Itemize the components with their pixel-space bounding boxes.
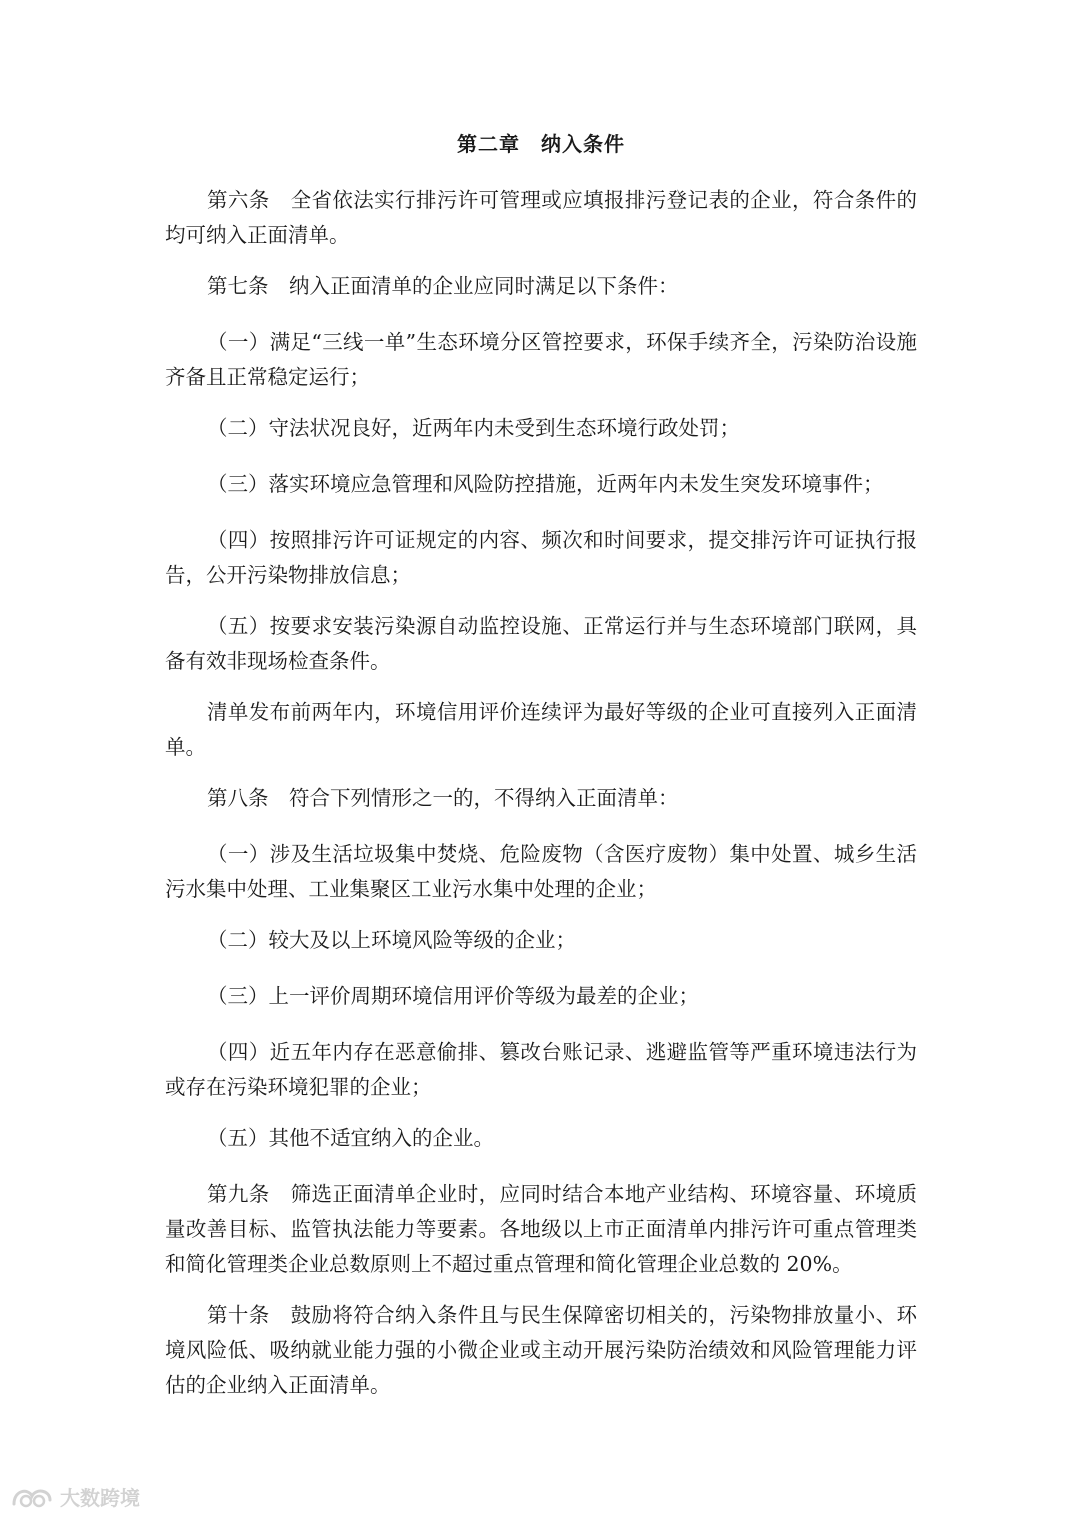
article-8-item-1: （一）涉及生活垃圾集中焚烧、危险废物（含医疗废物）集中处置、城乡生活污水集中处理、工业集聚区工业污水集中处理的企业；: [165, 842, 917, 901]
watermark-logo-icon: [10, 1484, 56, 1510]
article-9: 第九条 筛选正面清单企业时，应同时结合本地产业结构、环境容量、环境质量改善目标、监管执法能力等要素。各地级以上市正面清单内排污许可重点管理类和简化管理类企业总数原则上不超过重点管理和简化管理企业总数的 20%。: [165, 1182, 917, 1276]
article-8-item-2: （二）较大及以上环境风险等级的企业；: [207, 928, 576, 952]
article-7-item-4: （四）按照排污许可证规定的内容、频次和时间要求，提交排污许可证执行报告，公开污染物排放信息；: [165, 528, 917, 587]
article-7-item-3: （三）落实环境应急管理和风险防控措施，近两年内未发生突发环境事件；: [207, 472, 884, 496]
watermark-text: 大数跨境: [60, 1486, 140, 1510]
article-7-item-2: （二）守法状况良好，近两年内未受到生态环境行政处罚；: [207, 416, 740, 440]
article-8: 第八条 符合下列情形之一的，不得纳入正面清单：: [207, 786, 679, 810]
watermark: [10, 1482, 140, 1511]
article-8-item-3: （三）上一评价周期环境信用评价等级为最差的企业；: [207, 984, 699, 1008]
article-6: 第六条 全省依法实行排污许可管理或应填报排污登记表的企业，符合条件的均可纳入正面清单。: [165, 188, 917, 247]
chapter-title: 第二章 纳入条件: [457, 132, 625, 156]
article-7-note: 清单发布前两年内，环境信用评价连续评为最好等级的企业可直接列入正面清单。: [165, 700, 917, 759]
article-8-item-5: （五）其他不适宜纳入的企业。: [207, 1126, 494, 1150]
article-7-item-5: （五）按要求安装污染源自动监控设施、正常运行并与生态环境部门联网，具备有效非现场检查条件。: [165, 614, 917, 673]
article-7-item-1: （一）满足“三线一单”生态环境分区管控要求，环保手续齐全，污染防治设施齐备且正常稳定运行；: [165, 330, 917, 389]
article-7: 第七条 纳入正面清单的企业应同时满足以下条件：: [207, 274, 679, 298]
article-10: 第十条 鼓励将符合纳入条件且与民生保障密切相关的，污染物排放量小、环境风险低、吸纳就业能力强的小微企业或主动开展污染防治绩效和风险管理能力评估的企业纳入正面清单。: [165, 1303, 917, 1397]
article-8-item-4: （四）近五年内存在恶意偷排、篡改台账记录、逃避监管等严重环境违法行为或存在污染环境犯罪的企业；: [165, 1040, 917, 1099]
